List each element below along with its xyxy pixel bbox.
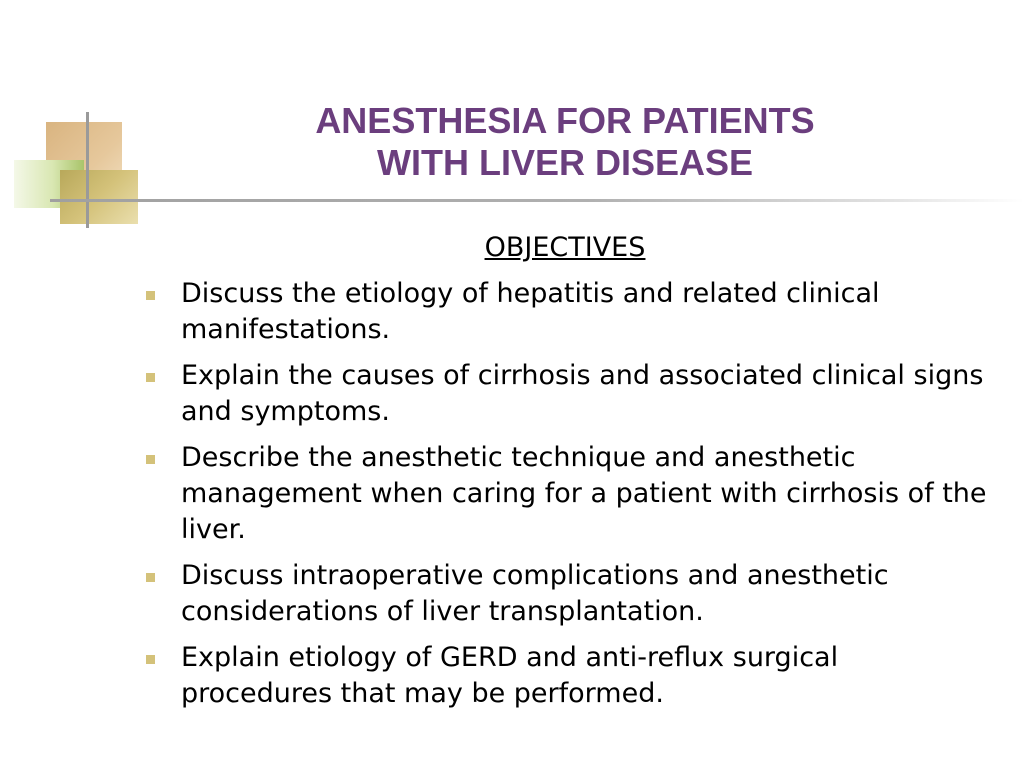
list-item	[140, 276, 990, 348]
list-item	[140, 358, 990, 430]
list-item	[140, 558, 990, 630]
list-item-text: Discuss the etiology of hepatitis and related clinical manifestations.	[181, 278, 880, 345]
list-item	[140, 440, 990, 548]
square-bullet-icon	[146, 373, 155, 382]
list-item-text: Discuss intraoperative complications and anesthetic considerations of liver transplantation.	[181, 560, 889, 627]
objectives-list	[140, 276, 990, 722]
corner-decoration	[0, 0, 160, 240]
square-bullet-icon	[146, 455, 155, 464]
square-bullet-icon	[146, 573, 155, 582]
objectives-heading	[150, 230, 980, 266]
list-item	[140, 640, 990, 712]
olive-square-decoration	[60, 170, 138, 224]
square-bullet-icon	[146, 291, 155, 300]
list-item-text: Describe the anesthetic technique and anesthetic management when caring for a patient with cirrhosis of the liver.	[181, 442, 987, 545]
title-line-2: WITH LIVER DISEASE	[376, 142, 754, 183]
objectives-heading-text: OBJECTIVES	[484, 232, 646, 263]
list-item-text: Explain the causes of cirrhosis and associated clinical signs and symptoms.	[181, 360, 984, 427]
horizontal-rule	[50, 199, 1024, 202]
title-line-1: ANESTHESIA FOR PATIENTS	[315, 100, 815, 141]
square-bullet-icon	[146, 655, 155, 664]
list-item-text: Explain etiology of GERD and anti-reflux surgical procedures that may be performed.	[181, 642, 839, 709]
slide-title	[200, 100, 930, 184]
vertical-rule	[86, 112, 89, 228]
